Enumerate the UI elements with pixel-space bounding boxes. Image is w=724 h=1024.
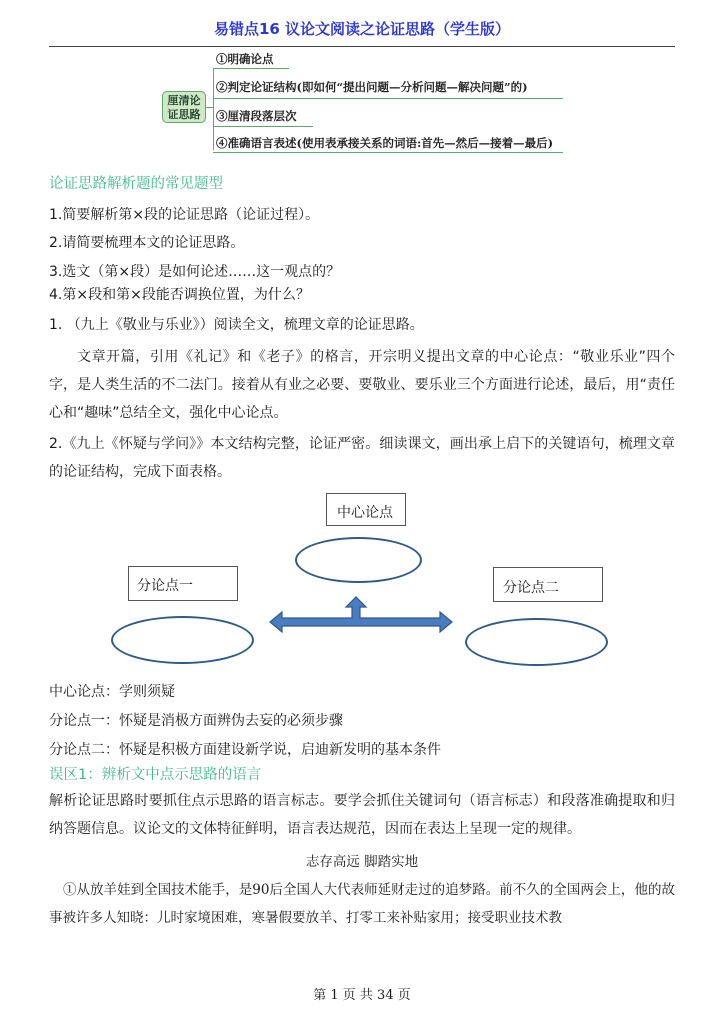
mindmap-item: ③厘清段落层次 <box>216 109 297 123</box>
mindmap-item: ④准确语言表述(使用表承接关系的词语:首先—然后—接着—最后) <box>216 136 554 150</box>
mindmap-trunk <box>213 68 214 150</box>
branch-arrow-icon <box>268 595 458 635</box>
left-label-box: 分论点一 <box>128 566 238 601</box>
mindmap-connector <box>206 107 213 108</box>
answer-line: 中心论点：学则须疑 <box>49 684 175 700</box>
mindmap-branch-line <box>213 126 313 127</box>
section-body: 解析论证思路时要抓住点示思路的语言标志。要学会抓住关键词句（语言标志）和段落准确提取和归纳答题信息。议论文的文体特征鲜明，语言表达规范，因而在表达上呈现一定的规律。 <box>49 793 675 837</box>
answer-line: 分论点一：怀疑是消极方面辨伪去妄的必须步骤 <box>49 713 343 729</box>
left-answer-oval[interactable] <box>111 616 254 664</box>
page-number: 第 1 页 共 34 页 <box>313 988 411 1003</box>
mindmap-root: 厘清论 证思路 <box>162 91 206 123</box>
answer-line: 分论点二：怀疑是积极方面建设新学说，启迪新发明的基本条件 <box>49 742 441 758</box>
article-paragraph: ①从放羊娃到全国技术能手，是90后全国人大代表师延财走过的追梦路。前不久的全国两会上，他的故事被许多人知晓：儿时家境困难，寒暑假要放羊、打零工来补贴家用；接受职业技术教 <box>49 882 675 926</box>
center-label-box: 中心论点 <box>326 493 406 526</box>
example-question: 1. （九上《敬业与乐业》）阅读全文，梳理文章的论证思路。 <box>49 317 424 333</box>
example-question: 2.《九上《怀疑与学问》》本文结构完整，论证严密。细读课文，画出承上启下的关键语句，梳理文章的论证结构，完成下面表格。 <box>49 436 675 480</box>
mindmap-branch-line <box>213 68 289 69</box>
mindmap-branch-line <box>213 98 563 99</box>
mindmap-item: ①明确论点 <box>216 52 274 66</box>
title-divider <box>49 46 675 47</box>
example-answer: 文章开篇，引用《礼记》和《老子》的格言，开宗明义提出文章的中心论点：“敬业乐业”四个字，是人类生活的不二法门。接着从有业之必要、要敬业、要乐业三个方面进行论述，最后，用“责任心和“趣味”总结全文，强化中心论点。 <box>49 349 675 421</box>
mindmap-item: ②判定论证结构(即如何“提出问题—分析问题—解决问题”的) <box>216 80 528 94</box>
center-answer-oval[interactable] <box>295 537 422 583</box>
section-heading: 误区1：辨析文中点示思路的语言 <box>49 767 262 783</box>
question-item: 2.请简要梳理本文的论证思路。 <box>49 235 245 251</box>
question-item: 4.第×段和第×段能否调换位置，为什么？ <box>49 287 310 303</box>
section-heading: 论证思路解析题的常见题型 <box>49 176 223 192</box>
question-item: 1.简要解析第×段的论证思路（论证过程）。 <box>49 207 320 223</box>
article-title: 志存高远 脚踏实地 <box>305 854 419 870</box>
right-label-box: 分论点二 <box>493 567 603 602</box>
mindmap-branch-line <box>213 152 563 153</box>
right-answer-oval <box>465 618 608 666</box>
question-item: 3.选文（第×段）是如何论述……这一观点的？ <box>49 264 341 280</box>
page-title: 易错点16 议论文阅读之论证思路（学生版） <box>213 20 511 38</box>
